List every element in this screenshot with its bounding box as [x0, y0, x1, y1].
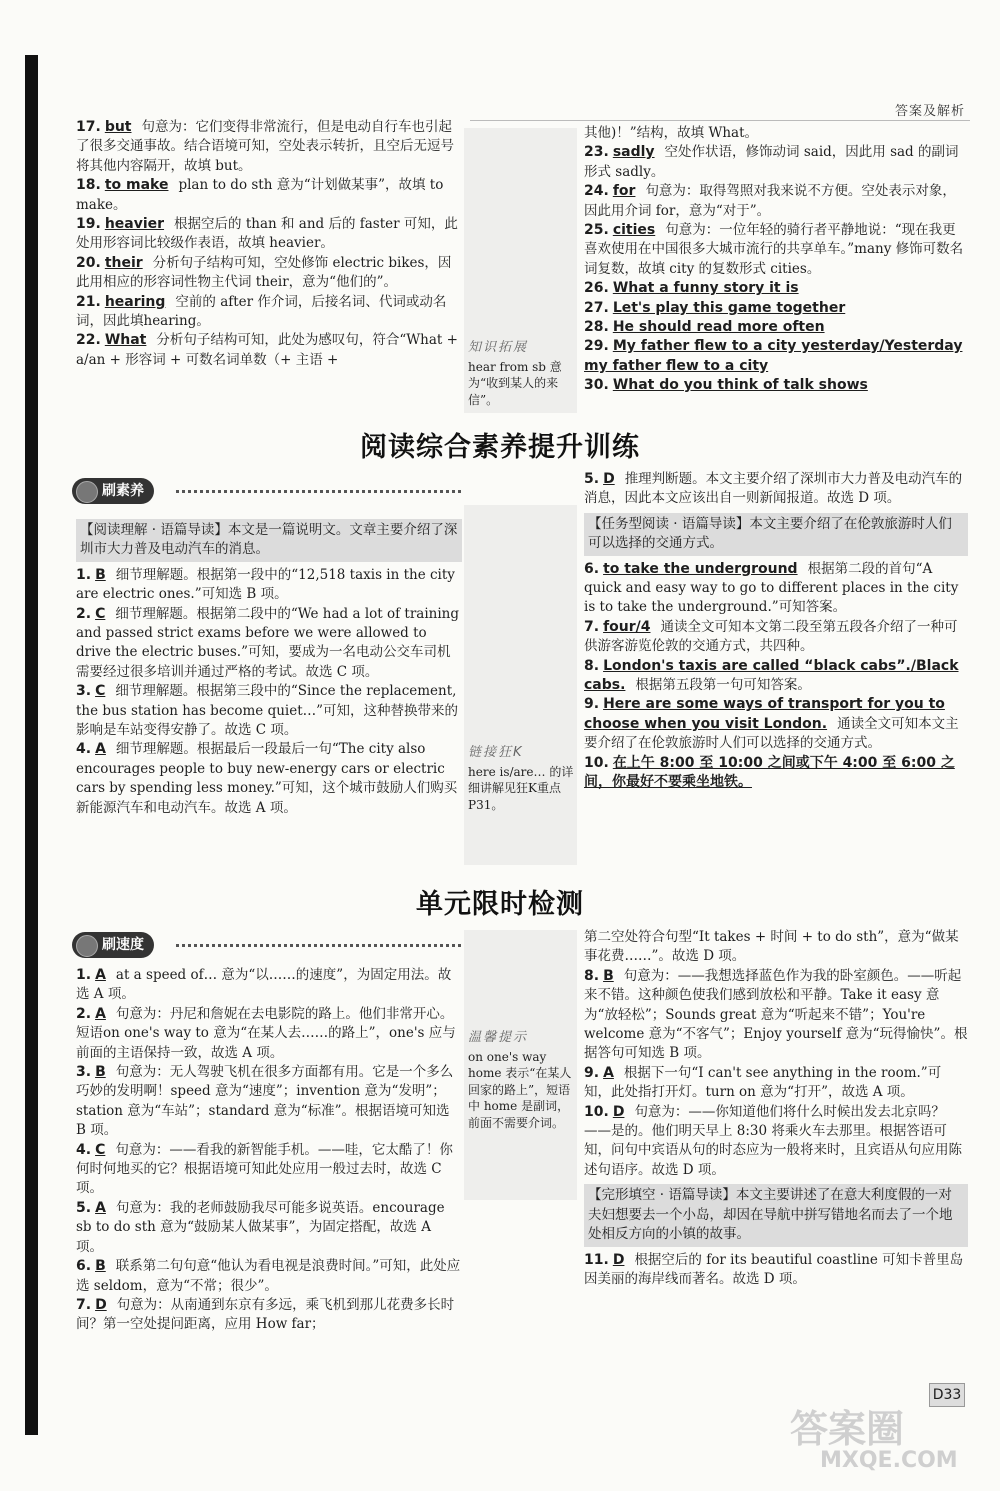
item-number: 10. — [584, 754, 609, 771]
answer-item — [76, 176, 462, 215]
item-number: 2. — [76, 605, 92, 622]
answer-item — [584, 221, 968, 279]
section1-right-column — [584, 470, 968, 793]
item-explanation: 联系第二句句意“他认为看电视是浪费时间。”可知，此处应选 seldom，意为“不常；很少”。 — [76, 1258, 461, 1294]
answer-item — [584, 695, 968, 753]
item-number: 26. — [584, 280, 609, 297]
item-number: 1. — [76, 566, 92, 583]
item-number: 17. — [76, 119, 101, 135]
answer-item — [76, 682, 462, 740]
item-explanation: plan to do sth 意为“计划做某事”，故填 to make。 — [76, 177, 444, 213]
item-explanation: 细节理解题。根据第一段中的“12,518 taxis in the city are electric ones.”可知选 B 项。 — [76, 566, 455, 603]
side-note-text: hear from sb 意为“收到某人的来信”。 — [468, 359, 562, 407]
side-note-3 — [468, 1030, 576, 1131]
section2-right-column — [584, 928, 968, 1289]
answer-item — [584, 967, 968, 1064]
item-answer: B — [603, 967, 614, 984]
answer-item — [584, 1103, 968, 1181]
item-number: 25. — [584, 222, 609, 239]
item-number: 28. — [584, 319, 609, 336]
answer-item — [76, 1141, 462, 1199]
item-answer: B — [95, 1064, 106, 1081]
item-explanation: 空处作状语，修饰动词 said，因此用 sad 的副词形式 sadly。 — [584, 144, 959, 180]
side-note-text: here is/are… 的详细讲解见狂K重点 P31。 — [468, 764, 574, 812]
side-note-title: 温馨提示 — [468, 1030, 529, 1045]
item-explanation: 分析句子结构可知，此处为感叹句，符合“What + a/an + 形容词 + 可数名词单数（+ 主语 + — [76, 332, 458, 368]
item-answer: for — [612, 183, 636, 200]
answer-item — [584, 376, 968, 395]
item-answer: D — [603, 471, 615, 487]
item-number: 1. — [76, 967, 92, 983]
item-number: 27. — [584, 299, 609, 316]
item-number: 6. — [76, 1258, 92, 1275]
item-explanation: 细节理解题。根据最后一段最后一句“The city also encourages people to buy new-energy cars or electric cars by spending less money.”可知，这个城市鼓励人们购买新能源汽车和电动汽车。故选 A 项。 — [76, 741, 458, 816]
item-number: 10. — [584, 1103, 609, 1120]
item-number: 18. — [76, 177, 101, 194]
answer-item — [584, 1064, 968, 1103]
answer-item — [76, 254, 462, 293]
item-answer: sadly — [612, 144, 655, 161]
answer-item — [76, 215, 462, 254]
item-number: 9. — [584, 696, 600, 713]
item-answer: A — [95, 1199, 106, 1216]
item-number: 8. — [584, 967, 600, 984]
answer-item — [584, 182, 968, 221]
answer-item — [584, 657, 968, 696]
item-number: 6. — [584, 560, 600, 577]
item-number: 3. — [76, 1064, 92, 1081]
answer-item — [584, 318, 968, 337]
item-explanation: 句意为：——看我的新智能手机。——哇，它太酷了！你何时何地买的它？根据语境可知此处应用一般过去时，故选 C 项。 — [76, 1141, 453, 1197]
item-explanation: 通读全文可知本文第二段至第五段各介绍了一种可供游客游览伦敦的交通方式，共四种。 — [584, 618, 958, 655]
item-number: 29. — [584, 338, 609, 355]
item-explanation: 通读全文可知本文主要介绍了在伦敦旅游时人们可以选择的交通方式。 — [584, 715, 959, 752]
item-number: 19. — [76, 216, 101, 233]
answer-item — [584, 337, 968, 376]
answer-item — [76, 1199, 462, 1257]
item-answer: C — [95, 683, 106, 700]
item-explanation: 分析句子结构可知，空处修饰 electric bikes，因此用相应的形容词性物主代词 their，意为“他们的”。 — [76, 254, 452, 291]
answer-item — [584, 618, 968, 657]
side-note-text: on one's way home 表示“在某人回家的路上”，短语中 home 是副词，前面不需要介词。 — [468, 1049, 572, 1130]
answer-item — [76, 1257, 462, 1296]
item-explanation: 细节理解题。根据第二段中的“We had a lot of training and passed strict exams before we were allowed to drive the electric buses.”可知，要成为一名电动公交车司机需要经过很多培训并通过严格的考试。故选 C 项。 — [76, 605, 459, 680]
item-answer: London's taxis are called “black cabs”./Black cabs. — [584, 657, 959, 694]
badge-dotted-line — [176, 944, 461, 947]
item-explanation: 根据第五段第一句可知答案。 — [635, 677, 811, 694]
section2-left-column — [76, 966, 462, 1335]
badge-shuasudu: 刷速度 — [72, 932, 154, 958]
item-explanation: 句意为：丹尼和詹妮在去电影院的路上。他们非常开心。短语on one's way to 意为“在某人去……的路上”，one's 应与前面的主语保持一致，故选 A 项。 — [76, 1005, 456, 1061]
badge-dotted-line — [176, 490, 461, 493]
item-answer: A — [603, 1064, 614, 1081]
item-answer: to take the underground — [603, 560, 798, 577]
answer-item — [76, 118, 462, 176]
item-explanation: 根据空后的 than 和 and 后的 faster 可知，此处用形容词比较级作表语，故填 heavier。 — [76, 216, 458, 252]
page-spine-bar — [25, 55, 38, 1435]
item-explanation: at a speed of… 意为“以……的速度”，为固定用法。故选 A 项。 — [76, 967, 452, 1003]
answer-item — [76, 1005, 462, 1063]
item-explanation: 句意为：——我想选择蓝色作为我的卧室颜色。——听起来不错。这种颜色使我们感到放松和平静。Take it easy 意为“放轻松”；Sounds great 意为“听起来不错”；You're welcome 意为“不客气”；Enjoy yourself 意为“玩得愉快”。根据答句可知选 B 项。 — [584, 967, 968, 1062]
item-answer: but — [104, 119, 132, 135]
item-answer: four/4 — [603, 618, 651, 635]
item-number: 3. — [76, 683, 92, 700]
item-number: 8. — [584, 657, 600, 674]
answer-item — [76, 1296, 462, 1335]
item-answer: C — [95, 1141, 106, 1158]
item-answer: heavier — [104, 216, 165, 233]
reading-guide: 【阅读理解 · 语篇导读】本文是一篇说明文。文章主要介绍了深圳市大力普及电动汽车的消息。 — [76, 519, 462, 562]
item-number: 23. — [584, 144, 609, 161]
item-answer: to make — [104, 177, 169, 194]
item-answer: D — [95, 1296, 107, 1313]
answer-item — [584, 928, 968, 967]
side-note-title: 知识拓展 — [468, 340, 529, 355]
answer-item — [584, 143, 968, 182]
item-explanation: 句意为：一位年轻的骑行者平静地说：“现在我更喜欢使用在中国很多大城市流行的共享单车。”many 修饰可数名词复数，故填 city 的复数形式 cities。 — [584, 222, 964, 277]
side-note-1 — [468, 340, 576, 408]
watermark-logo: 答案圈 — [790, 1407, 905, 1451]
item-answer: C — [95, 605, 106, 622]
item-number: 22. — [76, 332, 101, 349]
item-number: 20. — [76, 254, 101, 271]
item-explanation: 句意为：无人驾驶飞机在很多方面都有用。它是一个多么巧妙的发明啊！speed 意为“速度”；invention 意为“发明”；station 意为“车站”；standard 意为“标准”。根据语境可知选 B 项。 — [76, 1064, 454, 1139]
item-number: 5. — [76, 1199, 92, 1216]
item-explanation: 根据空后的 for its beautiful coastline 可知卡普里岛因美丽的海岸线而著名。故选 D 项。 — [584, 1251, 964, 1287]
answer-item — [76, 740, 462, 818]
answer-item — [76, 331, 462, 370]
item-number: 21. — [76, 293, 101, 310]
item-number: 5. — [584, 471, 600, 487]
item-answer: What — [104, 332, 147, 349]
item-number: 2. — [76, 1005, 92, 1022]
item-explanation: 句意为：——你知道他们将什么时候出发去北京吗？——是的。他们明天早上 8:30 将乘火车去那里。根据答语可知，问句中宾语从句的时态应为一般将来时，且宾语从句应用陈述句语序。故选 D 项。 — [584, 1103, 962, 1178]
item-answer: What a funny story it is — [612, 280, 799, 297]
item-number: 4. — [76, 1141, 92, 1158]
item-answer: He should read more often — [612, 319, 825, 336]
item-answer: cities — [612, 222, 656, 239]
answer-item — [584, 470, 968, 509]
item-answer: their — [104, 254, 143, 271]
page-number: D33 — [929, 1383, 965, 1407]
item-answer: D — [612, 1251, 625, 1268]
item-answer: A — [95, 741, 106, 758]
part1-left-column — [76, 118, 462, 370]
badge-shuasuyang: 刷素养 — [72, 478, 154, 504]
answer-item — [76, 566, 462, 605]
header-label: 答案及解析 — [894, 104, 965, 119]
item-number: 4. — [76, 741, 92, 758]
task-reading-guide: 【任务型阅读 · 语篇导读】本文主要介绍了在伦敦旅游时人们可以选择的交通方式。 — [584, 513, 968, 556]
section1-left-column — [76, 515, 462, 818]
item-number: 7. — [584, 618, 600, 635]
item-answer: 在上午 8:00 至 10:00 之间或下午 4:00 至 6:00 之间，你最好不要乘坐地铁。 — [584, 754, 955, 791]
answer-item — [584, 124, 968, 143]
answer-item — [76, 966, 462, 1005]
item-explanation: 句意为：我的老师鼓励我尽可能多说英语。encourage sb to do sth 意为“鼓励某人做某事”，为固定搭配，故选 A 项。 — [76, 1199, 445, 1255]
item-explanation: 根据下一句“I can't see anything in the room.”可知，此处指打开灯。turn on 意为“打开”，故选 A 项。 — [584, 1064, 942, 1101]
item-number: 24. — [584, 183, 609, 200]
answer-item — [584, 279, 968, 298]
item-explanation: 第二空处符合句型“It takes + 时间 + to do sth”，意为“做某事花费……”。故选 D 项。 — [584, 929, 959, 965]
item-explanation: 句意为：从南通到东京有多远，乘飞机到那儿花费多长时间？第一空处提问距离，应用 How far； — [76, 1296, 455, 1333]
item-explanation: 细节理解题。根据第三段中的“Since the replacement, the bus station has become quiet…”可知，这种替换带来的影响是车站变得安静了。故选 C 项。 — [76, 683, 459, 739]
item-explanation: 推理判断题。本文主要介绍了深圳市大力普及电动汽车的消息，因此本文应该出自一则新闻报道。故选 D 项。 — [584, 471, 963, 507]
item-answer: hearing — [104, 293, 166, 310]
item-explanation: 空前的 after 作介词，后接名词、代词或动名词，因此填hearing。 — [76, 293, 447, 330]
header-rule — [470, 120, 970, 121]
item-answer: A — [95, 1005, 106, 1022]
item-answer: Here are some ways of transport for you to choose when you visit London. — [584, 696, 945, 732]
item-answer: A — [95, 967, 106, 983]
watermark-url: MXQE.COM — [820, 1448, 958, 1473]
answer-item — [584, 754, 968, 793]
item-answer: My father flew to a city yesterday/Yesterday my father flew to a city — [584, 338, 963, 374]
item-answer: What do you think of talk shows — [612, 377, 868, 394]
item-answer: Let's play this game together — [612, 299, 846, 316]
section-title-reading: 阅读综合素养提升训练 — [360, 432, 640, 463]
side-note-2 — [468, 745, 576, 813]
item-number: 7. — [76, 1296, 92, 1313]
cloze-guide: 【完形填空 · 语篇导读】本文主要讲述了在意大利度假的一对夫妇想要去一个小岛，却因在导航中拼写错地名而去了一个地处相反方向的小镇的故事。 — [584, 1184, 968, 1246]
item-explanation: 句意为：取得驾照对我来说不方便。空处表示对象，因此用介词 for，意为“对于”。 — [584, 183, 956, 219]
item-number: 11. — [584, 1251, 609, 1268]
answer-item — [584, 1251, 968, 1290]
answer-item — [76, 293, 462, 332]
item-explanation: 根据第二段的首句“A quick and easy way to go to different places in the city is to take the underground.”可知答案。 — [584, 560, 959, 616]
side-note-title: 链接狂K — [468, 745, 524, 760]
item-answer: B — [95, 1258, 106, 1275]
answer-item — [584, 560, 968, 618]
item-explanation: 其他)！”结构，故填 What。 — [584, 125, 759, 141]
answer-item — [584, 299, 968, 318]
part1-right-column — [584, 124, 968, 396]
section-title-unit-test: 单元限时检测 — [416, 889, 584, 920]
item-explanation: 句意为：它们变得非常流行，但是电动自行车也引起了很多交通事故。结合语境可知，空处表示转折，且空后无逗号将其他内容隔开，故填 but。 — [76, 119, 454, 174]
answer-item — [76, 605, 462, 683]
item-number: 30. — [584, 377, 609, 394]
item-answer: D — [612, 1103, 625, 1120]
item-number: 9. — [584, 1064, 600, 1081]
item-answer: B — [95, 566, 106, 583]
answer-item — [76, 1063, 462, 1141]
